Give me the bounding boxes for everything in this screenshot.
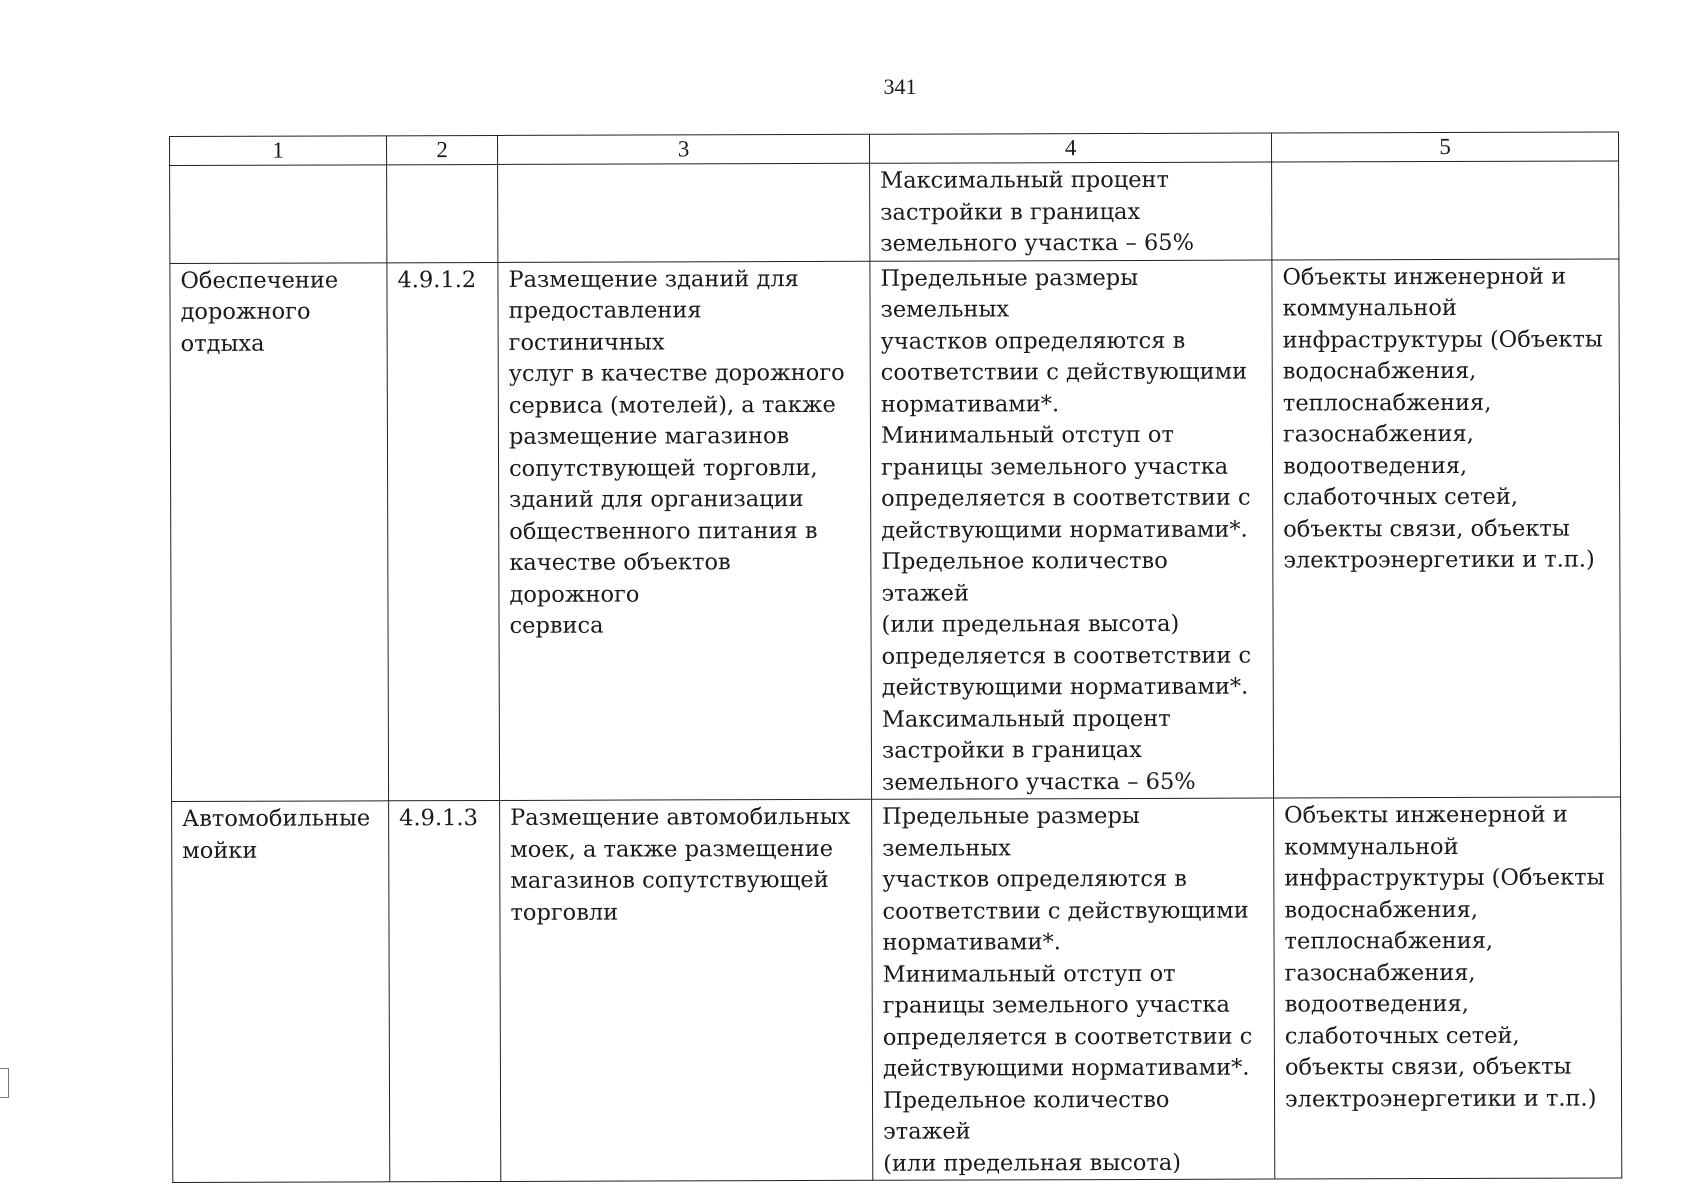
auxiliary-uses-cell <box>1272 161 1619 260</box>
page-number: 341 <box>883 74 917 99</box>
auxiliary-uses-cell: Объекты инженерной и коммунальной инфраструктуры (Объекты водоснабжения, теплоснабжения, газоснабжения, водоотведения, слаботочных сетей, объекты связи, объекты электроэнергетики и т.п.) <box>1274 797 1622 1179</box>
use-description-cell: Размещение зданий для предоставления гостиничных услуг в качестве дорожного сервиса (мотелей), а также размещение магазинов сопутствующей торговли, зданий для организации общественного питания в качестве объектов дорожного сервиса <box>498 261 872 801</box>
use-code-cell: 4.9.1.3 <box>389 800 501 1181</box>
column-header: 4 <box>869 133 1271 163</box>
column-header: 2 <box>387 135 498 164</box>
column-header: 1 <box>170 136 387 166</box>
land-use-table <box>169 131 1622 1183</box>
use-description-cell: Размещение автомобильных моек, а также размещение магазинов сопутствующей торговли <box>500 799 873 1181</box>
column-header: 5 <box>1271 132 1618 162</box>
auxiliary-uses-cell: Объекты инженерной и коммунальной инфраструктуры (Объекты водоснабжения, теплоснабжения, газоснабжения, водоотведения, слаботочных сетей, объекты связи, объекты электроэнергетики и т.п.) <box>1272 258 1621 798</box>
parameters-cell: Предельные размеры земельных участков определяются в соответствии с действующими нормативами*. Минимальный отступ от границы земельного участка определяется в соответствии с действующими нормативами*. Предельное количество этажей (или предельная высота) определяется в соответствии с действующими нормативами*. Максимальный процент застройки в границах земельного участка – 65% <box>870 260 1274 800</box>
table-header-row <box>170 132 1619 166</box>
use-code-cell: 4.9.1.2 <box>387 262 500 801</box>
table-row <box>172 797 1622 1183</box>
use-description-cell <box>498 163 870 262</box>
column-header: 3 <box>497 134 869 164</box>
use-name-cell <box>170 165 387 263</box>
table-row <box>170 161 1619 263</box>
use-name-cell: Обеспечение дорожного отдыха <box>170 262 389 801</box>
scan-edge-mark <box>0 1068 9 1098</box>
table-row <box>170 258 1621 801</box>
parameters-cell: Максимальный процент застройки в границах земельного участка – 65% <box>870 162 1272 261</box>
use-code-cell <box>387 164 498 262</box>
use-name-cell: Автомобильные мойки <box>172 801 390 1183</box>
parameters-cell: Предельные размеры земельных участков определяются в соответствии с действующими нормативами*. Минимальный отступ от границы земельного участка определяется в соответствии с действующими нормативами*. Предельное количество этажей (или предельная высота) <box>872 798 1275 1180</box>
